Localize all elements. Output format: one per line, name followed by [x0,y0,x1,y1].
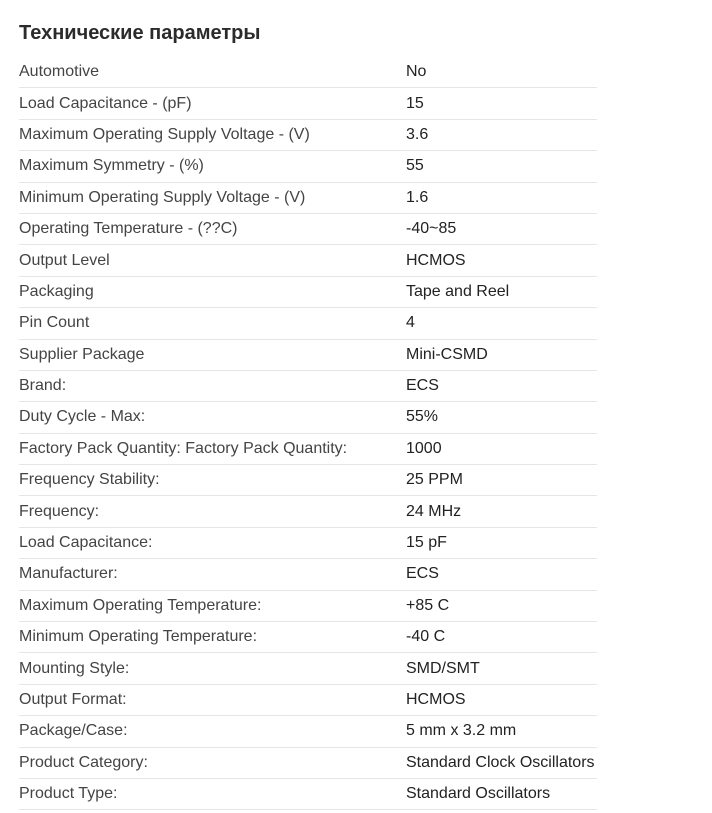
spec-value: 5 mm x 3.2 mm [406,716,597,747]
table-row [19,622,597,653]
spec-value: HCMOS [406,245,597,276]
spec-name: Operating Temperature - (??C) [19,213,406,244]
table-row [19,496,597,527]
spec-value: HCMOS [406,684,597,715]
table-row [19,590,597,621]
table-row [19,778,597,809]
table-row [19,402,597,433]
spec-value: 3.6 [406,119,597,150]
spec-value: Standard Clock Oscillators [406,747,597,778]
table-row [19,88,597,119]
spec-value: 1.6 [406,182,597,213]
spec-name: Frequency: [19,496,406,527]
spec-value: 15 [406,88,597,119]
spec-value: No [406,57,597,88]
table-row [19,245,597,276]
section-title: Технические параметры [19,22,261,44]
spec-value: -40~85 [406,213,597,244]
spec-name: Output Level [19,245,406,276]
spec-value: Tape and Reel [406,276,597,307]
spec-value: 55% [406,402,597,433]
spec-name: Supplier Package [19,339,406,370]
spec-name: Minimum Operating Supply Voltage - (V) [19,182,406,213]
spec-name: Duty Cycle - Max: [19,402,406,433]
table-row [19,119,597,150]
table-row [19,370,597,401]
table-row [19,465,597,496]
spec-name: Product Category: [19,747,406,778]
spec-name: Maximum Symmetry - (%) [19,151,406,182]
table-row [19,213,597,244]
table-row [19,308,597,339]
spec-name: Brand: [19,370,406,401]
table-row [19,276,597,307]
spec-name: Frequency Stability: [19,465,406,496]
spec-name: Maximum Operating Supply Voltage - (V) [19,119,406,150]
spec-value: 55 [406,151,597,182]
spec-value: +85 C [406,590,597,621]
spec-value: Mini-CSMD [406,339,597,370]
spec-value: ECS [406,559,597,590]
spec-value: 25 PPM [406,465,597,496]
spec-name: Product Type: [19,778,406,809]
table-row [19,559,597,590]
table-row [19,684,597,715]
table-row [19,527,597,558]
specs-table [19,57,597,810]
spec-name: Mounting Style: [19,653,406,684]
spec-name: Load Capacitance: [19,527,406,558]
spec-name: Manufacturer: [19,559,406,590]
spec-name: Packaging [19,276,406,307]
spec-value: 24 MHz [406,496,597,527]
table-row [19,57,597,88]
spec-name: Maximum Operating Temperature: [19,590,406,621]
spec-name: Minimum Operating Temperature: [19,622,406,653]
spec-value: 15 pF [406,527,597,558]
table-row [19,151,597,182]
table-row [19,182,597,213]
spec-value: Standard Oscillators [406,778,597,809]
spec-value: ECS [406,370,597,401]
spec-value: SMD/SMT [406,653,597,684]
spec-name: Factory Pack Quantity: Factory Pack Quantity: [19,433,406,464]
spec-name: Package/Case: [19,716,406,747]
table-row [19,747,597,778]
table-row [19,653,597,684]
table-row [19,716,597,747]
spec-name: Load Capacitance - (pF) [19,88,406,119]
spec-name: Output Format: [19,684,406,715]
spec-value: 1000 [406,433,597,464]
spec-value: 4 [406,308,597,339]
table-row [19,339,597,370]
spec-name: Pin Count [19,308,406,339]
table-row [19,433,597,464]
specs-table-body [19,57,597,810]
spec-name: Automotive [19,57,406,88]
spec-value: -40 C [406,622,597,653]
technical-specs-section [19,0,597,810]
